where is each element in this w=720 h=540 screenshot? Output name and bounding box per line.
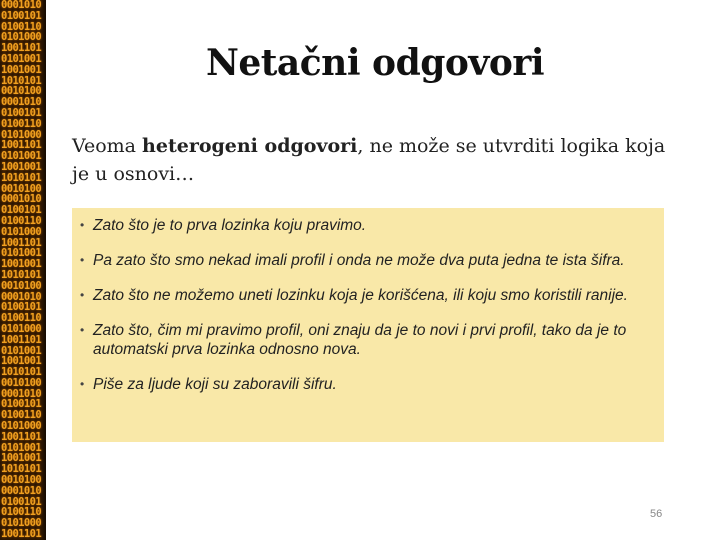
binary-row: 0101000 (1, 322, 42, 335)
binary-row: 1001101 (1, 430, 42, 443)
binary-decoration-strip (0, 0, 46, 540)
binary-row: 0001010 (1, 193, 42, 206)
answer-item (80, 321, 656, 359)
answer-text: Pa zato što smo nekad imali profil i onda ne može dva puta jedna te ista šifra. (93, 252, 625, 269)
binary-row: 0101001 (1, 247, 42, 260)
binary-row: 0010100 (1, 474, 42, 487)
binary-row: 1001101 (1, 139, 42, 152)
binary-row: 0101000 (1, 31, 42, 44)
binary-row: 0101000 (1, 517, 42, 530)
answers-box (72, 208, 664, 442)
bullet-icon: • (80, 288, 85, 302)
binary-row: 0100110 (1, 214, 42, 227)
binary-row: 0101001 (1, 441, 42, 454)
binary-row: 1010101 (1, 463, 42, 476)
binary-row: 1001001 (1, 355, 42, 368)
binary-row: 0101001 (1, 344, 42, 357)
binary-row: 0100101 (1, 398, 42, 411)
page-number: 56 (650, 508, 663, 520)
binary-row: 0001010 (1, 290, 42, 303)
strip-edge-shadow (42, 0, 46, 540)
bullet-icon: • (80, 323, 85, 337)
intro-emphasis: heterogeni odgovori (142, 135, 358, 157)
binary-row: 0101000 (1, 420, 42, 433)
binary-row: 1010101 (1, 171, 42, 184)
binary-digits (0, 0, 46, 540)
binary-row: 0101001 (1, 150, 42, 163)
binary-row: 0010100 (1, 279, 42, 292)
binary-row: 0100110 (1, 312, 42, 325)
binary-row: 0010100 (1, 182, 42, 195)
binary-row: 0100110 (1, 117, 42, 130)
answer-item (80, 286, 656, 305)
answer-text: Zato što je to prva lozinka koju pravimo. (93, 217, 367, 234)
bullet-icon: • (80, 253, 85, 267)
bullet-icon: • (80, 377, 85, 391)
binary-row: 0010100 (1, 376, 42, 389)
slide-title: Netačni odgovori (205, 42, 544, 84)
answer-item (80, 251, 656, 270)
binary-row: 1010101 (1, 268, 42, 281)
answer-item (80, 216, 656, 235)
binary-row: 0001010 (1, 387, 42, 400)
binary-row: 1001101 (1, 236, 42, 249)
intro-before: Veoma (72, 135, 143, 157)
binary-row: 0100101 (1, 106, 42, 119)
binary-row: 1001001 (1, 258, 42, 271)
binary-row: 0100110 (1, 409, 42, 422)
binary-row: 0100101 (1, 301, 42, 314)
answers-list (72, 208, 664, 394)
binary-row: 0101001 (1, 52, 42, 65)
answer-text: Piše za ljude koji su zaboravili šifru. (93, 376, 337, 393)
binary-row: 1001101 (1, 42, 42, 55)
binary-row: 0100110 (1, 506, 42, 519)
bullet-icon: • (80, 218, 85, 232)
intro-after: , ne može se utvrditi logika koja je u osnovi… (72, 135, 666, 185)
binary-row: 1001001 (1, 452, 42, 465)
binary-row: 0001010 (1, 96, 42, 109)
binary-row: 0010100 (1, 85, 42, 98)
binary-row: 0100101 (1, 204, 42, 217)
binary-row: 0100110 (1, 20, 42, 33)
binary-row: 1010101 (1, 74, 42, 87)
intro-text (72, 132, 672, 188)
answer-text: Zato što ne možemo uneti lozinku koja je korišćena, ili koju smo koristili ranije. (93, 287, 628, 304)
binary-row: 0100101 (1, 495, 42, 508)
binary-row: 0001010 (1, 0, 42, 11)
binary-row: 1001101 (1, 528, 42, 540)
binary-row: 0100101 (1, 9, 42, 22)
binary-row: 1001101 (1, 333, 42, 346)
answer-text: Zato što, čim mi pravimo profil, oni znaju da je to novi i prvi profil, tako da je to automatski prva lozinka odnosno nova. (93, 322, 627, 358)
answer-item (80, 375, 656, 394)
binary-row: 1010101 (1, 366, 42, 379)
binary-row: 0101000 (1, 128, 42, 141)
binary-row: 0001010 (1, 484, 42, 497)
binary-row: 1001001 (1, 160, 42, 173)
binary-row: 1001001 (1, 63, 42, 76)
binary-row: 0101000 (1, 225, 42, 238)
